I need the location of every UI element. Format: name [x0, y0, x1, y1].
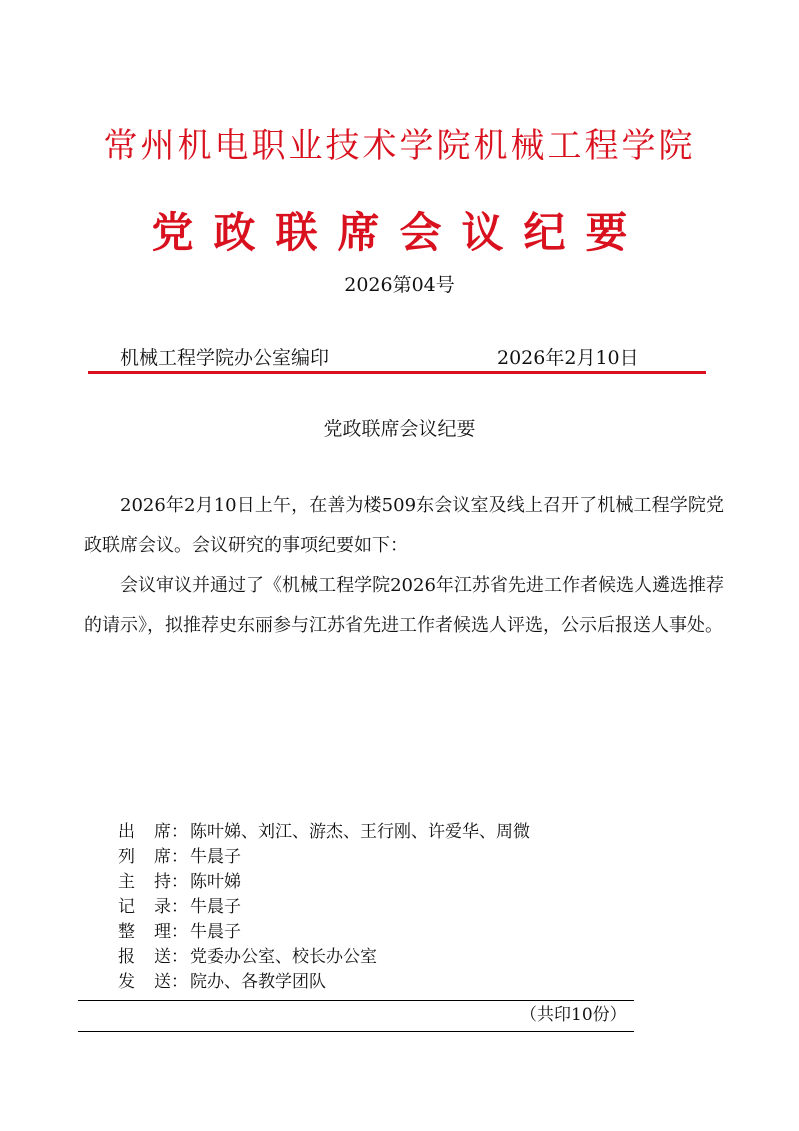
organization-title: 常州机电职业技术学院机械工程学院	[103, 126, 696, 166]
attendance-value: 陈叶娣、刘江、游杰、王行刚、许爱华、周微	[190, 822, 530, 842]
attendance-label: 出 席：	[118, 822, 188, 842]
document-type-title: 党政联席会议纪要	[151, 208, 648, 257]
attendance-value: 牛晨子	[190, 847, 241, 867]
attendance-value: 牛晨子	[190, 922, 241, 942]
meeting-title: 党政联席会议纪要	[323, 418, 476, 440]
attendance-row	[118, 895, 530, 920]
document-number: 2026第04号	[344, 274, 455, 296]
attendance-label: 记 录：	[118, 897, 188, 917]
attendance-list	[118, 820, 530, 995]
footer-bottom-rule	[78, 1031, 634, 1032]
attendance-row	[118, 970, 530, 995]
minutes-body	[84, 486, 724, 646]
attendance-row	[118, 845, 530, 870]
attendance-row	[118, 945, 530, 970]
print-copies-note: （共印10份）	[520, 1005, 627, 1025]
attendance-label: 整 理：	[118, 922, 188, 942]
attendance-value: 院办、各教学团队	[190, 972, 326, 992]
attendance-value: 党委办公室、校长办公室	[190, 947, 377, 967]
attendance-label: 列 席：	[118, 847, 188, 867]
attendance-value: 牛晨子	[190, 897, 241, 917]
attendance-label: 报 送：	[118, 947, 188, 967]
attendance-label: 主 持：	[118, 872, 188, 892]
attendance-row	[118, 820, 530, 845]
issue-date: 2026年2月10日	[497, 347, 639, 369]
issuer: 机械工程学院办公室编印	[120, 347, 330, 369]
body-paragraph-2: 会议审议并通过了《机械工程学院2026年江苏省先进工作者候选人遴选推荐的请示》，拟推荐史东丽参与江苏省先进工作者候选人评选，公示后报送人事处。	[84, 575, 724, 636]
attendance-label: 发 送：	[118, 972, 188, 992]
red-header-divider	[88, 371, 706, 374]
attendance-row	[118, 870, 530, 895]
attendance-row	[118, 920, 530, 945]
attendance-value: 陈叶娣	[190, 872, 241, 892]
body-paragraph-1: 2026年2月10日上午，在善为楼509东会议室及线上召开了机械工程学院党政联席会议。会议研究的事项纪要如下：	[84, 495, 724, 556]
